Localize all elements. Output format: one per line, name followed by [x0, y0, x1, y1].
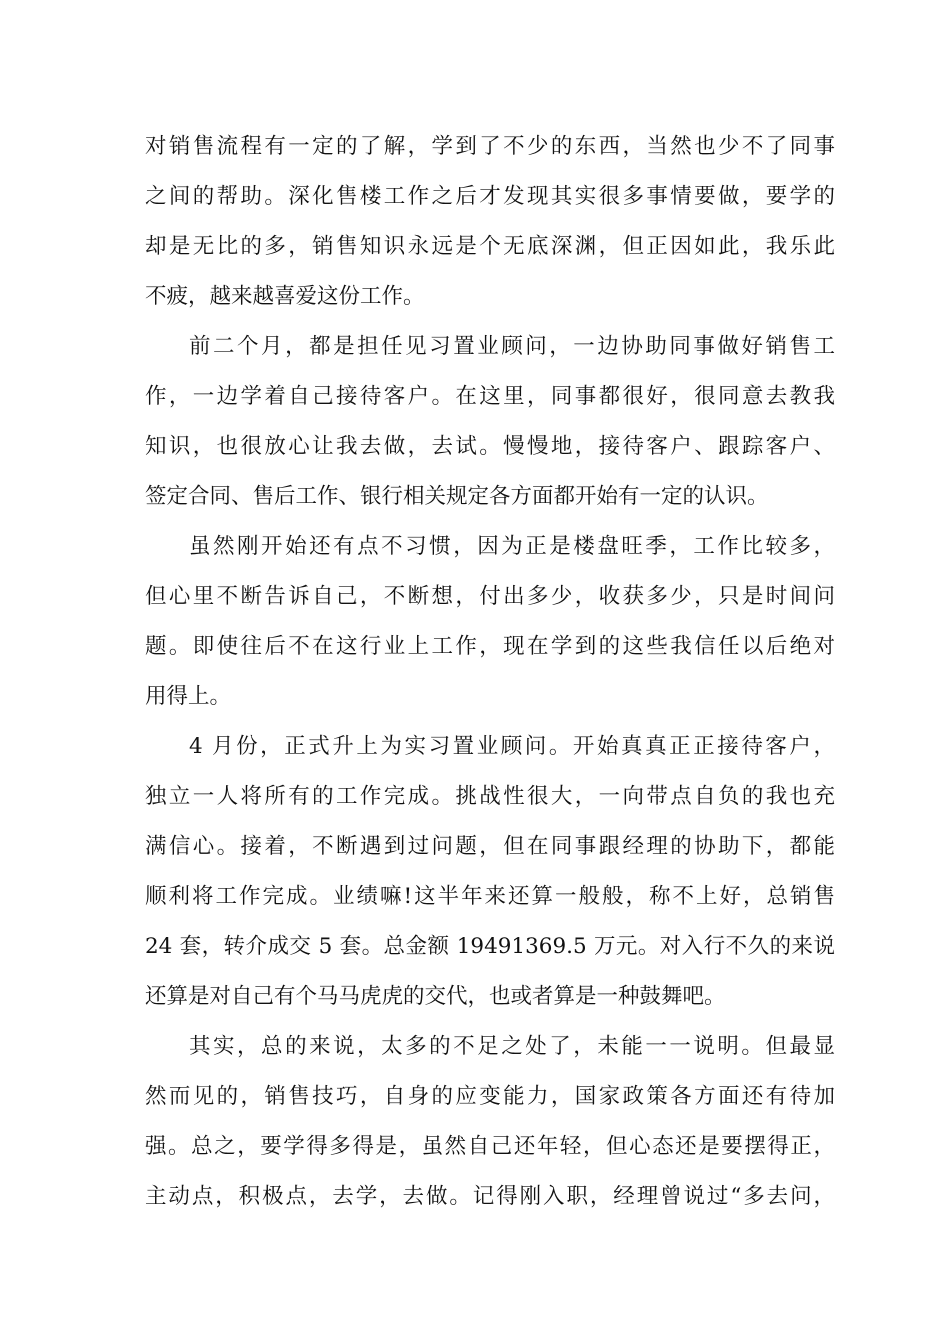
text-line: 前二个月，都是担任见习置业顾问，一边协助同事做好销售工: [189, 334, 835, 359]
text-line: 用得上。: [145, 684, 232, 709]
text-line: 对销售流程有一定的了解，学到了不少的东西，当然也少不了同事: [145, 134, 835, 159]
text-line: 题。即使往后不在这行业上工作，现在学到的这些我信任以后绝对: [145, 634, 835, 659]
paragraph-2: [145, 322, 835, 522]
text-line: 主动点，积极点，去学，去做。记得刚入职，经理曾说过“多去问，: [145, 1184, 835, 1209]
text-line: 24 套，转介成交 5 套。总金额 19491369.5 万元。对入行不久的来说: [145, 934, 835, 959]
text-line: 4 月份，正式升上为实习置业顾问。开始真真正正接待客户，: [189, 734, 835, 759]
text-line: 知识，也很放心让我去做，去试。慢慢地，接待客户、跟踪客户、: [145, 434, 835, 459]
paragraph-4: [145, 722, 835, 1022]
text-line: 强。总之，要学得多得是，虽然自己还年轻，但心态还是要摆得正，: [145, 1134, 835, 1159]
text-line: 虽然刚开始还有点不习惯，因为正是楼盘旺季，工作比较多，: [189, 534, 835, 559]
text-line: 其实，总的来说，太多的不足之处了，未能一一说明。但最显: [189, 1034, 835, 1059]
document-body: [145, 122, 835, 1222]
paragraph-1: [145, 122, 835, 322]
text-line: 却是无比的多，销售知识永远是个无底深渊，但正因如此，我乐此: [145, 234, 835, 259]
text-line: 之间的帮助。深化售楼工作之后才发现其实很多事情要做，要学的: [145, 184, 835, 209]
text-line: 作，一边学着自己接待客户。在这里，同事都很好，很同意去教我: [145, 384, 835, 409]
text-line: 独立一人将所有的工作完成。挑战性很大，一向带点自负的我也充: [145, 784, 835, 809]
paragraph-3: [145, 522, 835, 722]
text-line: 然而见的，销售技巧，自身的应变能力，国家政策各方面还有待加: [145, 1084, 835, 1109]
text-line: 但心里不断告诉自己，不断想，付出多少，收获多少，只是时间问: [145, 584, 835, 609]
text-line: 满信心。接着，不断遇到过问题，但在同事跟经理的协助下，都能: [145, 834, 835, 859]
paragraph-5: [145, 1022, 835, 1222]
text-line: 签定合同、售后工作、银行相关规定各方面都开始有一定的认识。: [145, 484, 769, 509]
text-line: 不疲，越来越喜爱这份工作。: [145, 284, 425, 309]
text-line: 顺利将工作完成。业绩嘛!这半年来还算一般般，称不上好，总销售: [145, 884, 835, 909]
text-line: 还算是对自己有个马马虎虎的交代，也或者算是一种鼓舞吧。: [145, 984, 726, 1009]
